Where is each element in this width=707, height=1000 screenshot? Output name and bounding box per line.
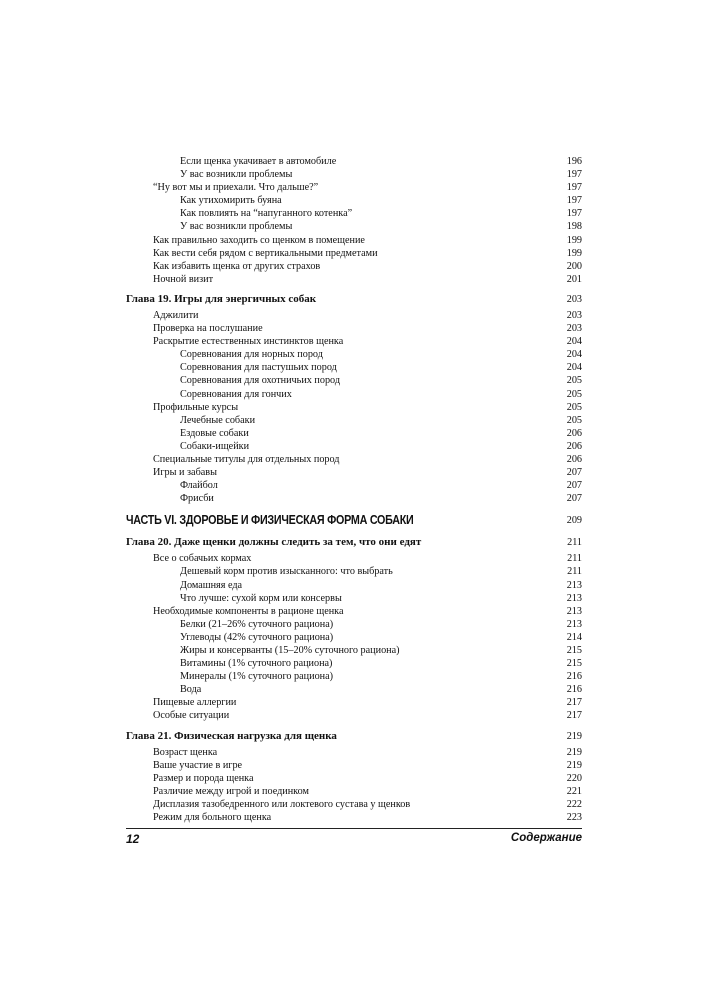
toc-entry-title: Различие между игрой и поединком (153, 785, 309, 797)
toc-entry-title: Глава 20. Даже щенки должны следить за тем, что они едят (126, 536, 422, 549)
toc-entry-page: 207 (566, 467, 582, 479)
toc-entry-page: 206 (566, 453, 582, 465)
toc-entry-title: Необходимые компоненты в рационе щенка (153, 605, 344, 617)
toc-entry-page: 216 (566, 684, 582, 696)
toc-section-entry (126, 772, 582, 785)
toc-entry-page: 219 (566, 730, 582, 742)
toc-entry-title: Фрисби (180, 493, 214, 505)
toc-entry-page: 197 (566, 208, 582, 220)
toc-entry-title: Как повлиять на “напуганного котенка” (180, 208, 353, 220)
toc-entry-page: 197 (566, 182, 582, 194)
toc-entry-title: Соревнования для гончих (180, 388, 292, 400)
toc-entry-title: Режим для больного щенка (153, 812, 272, 824)
toc-section-entry (126, 605, 582, 618)
toc-entry-title: Дисплазия тазобедренного или локтевого сустава у щенков (153, 798, 411, 810)
toc-chapter-heading (126, 535, 582, 550)
toc-entry-page: 215 (566, 658, 582, 670)
toc-subsection-entry (126, 683, 582, 696)
toc-subsection-entry (126, 374, 582, 387)
toc-section-entry (126, 453, 582, 466)
toc-entry-page: 200 (566, 260, 582, 272)
toc-subsection-entry (126, 348, 582, 361)
toc-entry-page: 206 (566, 427, 582, 439)
toc-entry-page: 217 (566, 697, 582, 709)
toc-chapter-heading (126, 729, 582, 744)
toc-entry-title: Домашняя еда (180, 579, 243, 591)
footer-page-number: 12 (126, 832, 140, 846)
toc-section-entry (126, 811, 582, 824)
toc-section-entry (126, 798, 582, 811)
toc-entry-title: Соревнования для охотничьих пород (180, 375, 341, 387)
toc-entry-page: 220 (566, 772, 582, 784)
toc-entry-page: 221 (566, 785, 582, 797)
toc-entry-page: 219 (566, 746, 582, 758)
toc-subsection-entry (126, 414, 582, 427)
toc-entry-page: 214 (566, 631, 582, 643)
toc-section-entry (126, 335, 582, 348)
toc-section-entry (126, 466, 582, 479)
toc-entry-title: Витамины (1% суточного рациона) (180, 658, 333, 670)
toc-entry-page: 213 (566, 618, 582, 630)
toc-entry-page: 203 (566, 293, 582, 305)
toc-section-entry (126, 696, 582, 709)
toc-entry-title: Белки (21–26% суточного рациона) (180, 618, 334, 630)
toc-entry-title: “Ну вот мы и приехали. Что дальше?” (153, 182, 319, 194)
toc-entry-page: 205 (566, 375, 582, 387)
toc-entry-title: Как вести себя рядом с вертикальными предметами (153, 247, 378, 259)
toc-subsection-entry (126, 657, 582, 670)
toc-entry-page: 201 (566, 273, 582, 285)
toc-section-entry (126, 322, 582, 335)
toc-entry-title: Минералы (1% суточного рациона) (180, 671, 334, 683)
toc-subsection-entry (126, 644, 582, 657)
toc-entry-title: Как правильно заходить со щенком в помещение (153, 234, 365, 246)
toc-entry-title: Флайбол (180, 480, 218, 492)
toc-entry-page: 209 (566, 515, 582, 527)
toc-entry-page: 216 (566, 671, 582, 683)
toc-subsection-entry (126, 220, 582, 233)
toc-section-entry (126, 785, 582, 798)
toc-subsection-entry (126, 631, 582, 644)
toc-entry-title: Соревнования для пастушьих пород (180, 362, 337, 374)
toc-entry-title: Что лучше: сухой корм или консервы (180, 592, 342, 604)
toc-entry-title: Лечебные собаки (180, 414, 256, 426)
toc-entry-title: Глава 19. Игры для энергичных собак (126, 292, 317, 305)
toc-entry-page: 197 (566, 169, 582, 181)
toc-subsection-entry (126, 388, 582, 401)
toc-entry-page: 205 (566, 414, 582, 426)
toc-entry-page: 206 (566, 440, 582, 452)
toc-subsection-entry (126, 592, 582, 605)
toc-entry-page: 204 (566, 362, 582, 374)
toc-entry-title: Пищевые аллергии (153, 697, 237, 709)
toc-entry-page: 211 (567, 553, 582, 565)
toc-entry-title: У вас возникли проблемы (180, 221, 293, 233)
toc-entry-title: Жиры и консерванты (15–20% суточного рациона) (180, 645, 400, 656)
toc-section-entry (126, 234, 582, 247)
toc-subsection-entry (126, 618, 582, 631)
toc-entry-title: ЧАСТЬ VI. ЗДОРОВЬЕ И ФИЗИЧЕСКАЯ ФОРМА СОБАКИ (126, 513, 414, 528)
toc-entry-page: 205 (566, 388, 582, 400)
toc-entry-page: 197 (566, 195, 582, 207)
toc-entry-title: Ночной визит (153, 273, 214, 285)
footer-section-title: Содержание (510, 832, 582, 844)
toc-part-heading (126, 511, 582, 529)
toc-entry-title: Возраст щенка (153, 746, 218, 758)
toc-entry-title: Игры и забавы (153, 467, 217, 479)
toc-entry-title: Глава 21. Физическая нагрузка для щенка (126, 729, 337, 742)
toc-section-entry (126, 709, 582, 722)
toc-entry-title: Соревнования для норных пород (180, 349, 323, 361)
toc-subsection-entry (126, 194, 582, 207)
toc-subsection-entry (126, 155, 582, 168)
toc-section-entry (126, 273, 582, 286)
toc-entry-page: 211 (567, 537, 582, 549)
toc-entry-title: Специальные титулы для отдельных пород (153, 453, 340, 465)
toc-entry-page: 207 (566, 493, 582, 505)
toc-entry-page: 207 (566, 480, 582, 492)
toc-section-entry (126, 260, 582, 273)
toc-entry-page: 204 (566, 349, 582, 361)
toc-entry-page: 196 (566, 156, 582, 167)
toc-entry-page: 213 (566, 605, 582, 617)
toc-section-entry (126, 759, 582, 772)
toc-entry-title: Углеводы (42% суточного рациона) (180, 631, 334, 643)
toc-entry-title: Собаки-ищейки (180, 440, 250, 452)
toc-entry-page: 215 (566, 645, 582, 656)
toc-entry-title: Если щенка укачивает в автомобиле (180, 156, 337, 167)
toc-entry-title: Ездовые собаки (180, 427, 249, 439)
toc-subsection-entry (126, 207, 582, 220)
toc-entry-page: 204 (566, 336, 582, 348)
toc-section-entry (126, 309, 582, 322)
toc-subsection-entry (126, 670, 582, 683)
toc-entry-title: Размер и порода щенка (153, 772, 254, 784)
toc-subsection-entry (126, 168, 582, 181)
toc-section-entry (126, 401, 582, 414)
toc-entry-page: 205 (566, 401, 582, 413)
toc-subsection-entry (126, 440, 582, 453)
toc-entry-title: Все о собачьих кормах (153, 553, 252, 565)
toc-subsection-entry (126, 427, 582, 440)
toc-entry-title: Вода (180, 684, 202, 696)
toc-entry-title: У вас возникли проблемы (180, 169, 293, 181)
toc-entry-title: Аджилити (153, 309, 199, 321)
toc-subsection-entry (126, 565, 582, 578)
toc-entry-page: 222 (566, 798, 582, 810)
toc-entry-title: Проверка на послушание (153, 323, 263, 335)
footer-divider (126, 828, 582, 829)
toc-subsection-entry (126, 479, 582, 492)
toc-entry-title: Особые ситуации (153, 710, 230, 722)
toc-section-entry (126, 746, 582, 759)
toc-chapter-heading (126, 292, 582, 307)
toc-entry-page: 217 (566, 710, 582, 722)
toc-subsection-entry (126, 492, 582, 505)
table-of-contents (126, 155, 582, 824)
toc-entry-page: 198 (566, 221, 582, 233)
toc-section-entry (126, 181, 582, 194)
toc-subsection-entry (126, 361, 582, 374)
toc-entry-page: 199 (566, 234, 582, 246)
toc-entry-title: Как избавить щенка от других страхов (153, 260, 321, 272)
toc-entry-page: 203 (566, 323, 582, 335)
toc-section-entry (126, 552, 582, 565)
toc-entry-page: 223 (566, 812, 582, 824)
toc-entry-title: Дешевый корм против изысканного: что выбрать (180, 566, 393, 578)
toc-subsection-entry (126, 579, 582, 592)
toc-entry-title: Ваше участие в игре (153, 759, 243, 771)
toc-entry-page: 213 (566, 579, 582, 591)
toc-entry-page: 203 (566, 309, 582, 321)
toc-entry-page: 213 (566, 592, 582, 604)
toc-entry-title: Раскрытие естественных инстинктов щенка (153, 336, 344, 348)
toc-section-entry (126, 247, 582, 260)
toc-entry-title: Как утихомирить буяна (180, 195, 282, 207)
toc-entry-page: 199 (566, 247, 582, 259)
toc-entry-page: 211 (567, 566, 582, 578)
toc-entry-title: Профильные курсы (153, 401, 239, 413)
toc-entry-page: 219 (566, 759, 582, 771)
